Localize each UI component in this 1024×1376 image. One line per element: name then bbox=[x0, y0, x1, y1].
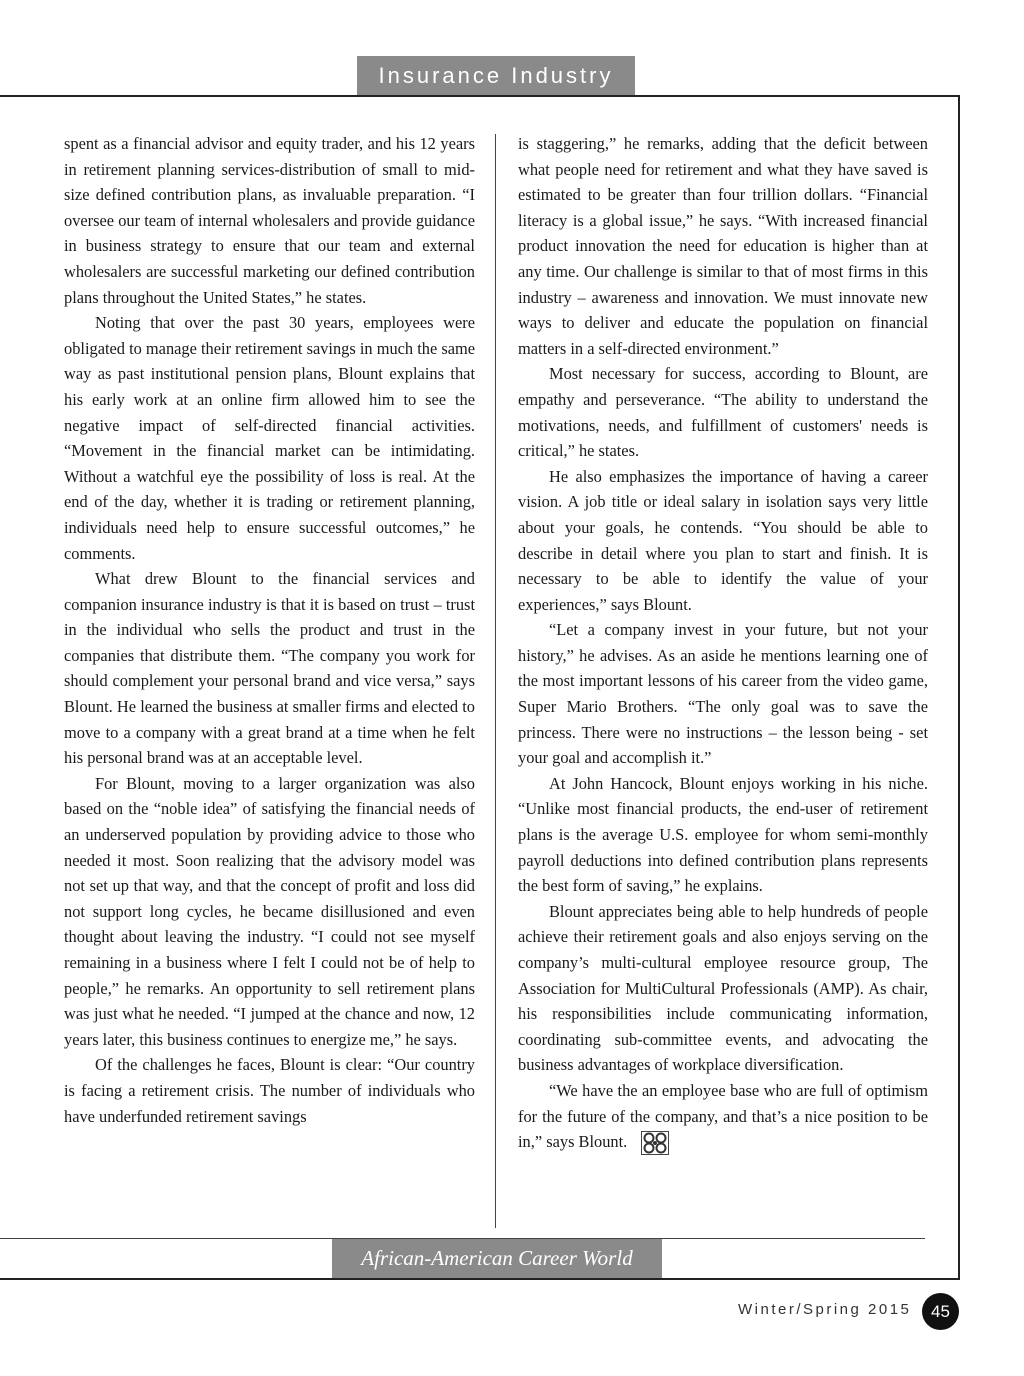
paragraph: “Let a company invest in your future, but not your history,” he advises. As an aside he mentions learning one of the most important lessons of his career from the video game, Super Mario Brothers. “The only goal was to save the princess. There were no instructions – the lesson being - set your goal and accomplish it.” bbox=[518, 620, 928, 768]
paragraph: Blount appreciates being able to help hundreds of people achieve their retirement goals and also enjoys serving on the company’s multi-cultural employee resource group, The Association for MultiCultural Professionals (AMP). As chair, his responsibilities include communicating information, coordinating sub-committee events, and advocating the business advantages of workplace diversification. bbox=[518, 901, 928, 1075]
paragraph: Most necessary for success, according to Blount, are empathy and perseverance. “The ability to understand the motivations, needs, and fulfillment of customers' needs is critical,” he states. bbox=[518, 364, 928, 461]
paragraph: Noting that over the past 30 years, employees were obligated to manage their retirement savings in much the same way as past institutional pension plans, Blount explains that his early work at an online firm allowed him to see the negative impact of self-directed financial activities. “Movement in the financial market can be intimidating. Without a watchful eye the possibility of loss is real. At the end of the day, whether it is trading or retirement planning, individuals need help to ensure successful outcomes,” he comments. bbox=[64, 313, 476, 563]
paragraph: spent as a financial advisor and equity trader, and his 12 years in retirement planning services-distribution of small to mid-size defined contribution plans, as invaluable preparation. “I oversee our team of internal wholesalers and provide guidance in business strategy to ensure that our team and external wholesalers are successful marketing our defined contribution plans throughout the United States,” he states. bbox=[64, 134, 475, 307]
publication-title: African-American Career World bbox=[332, 1239, 662, 1278]
paragraph: is staggering,” he remarks, adding that the deficit between what people need for retirement and what they have saved is estimated to be greater than four trillion dollars. “Financial literacy is a global issue,” he says. “With increased financial product innovation the need for education is higher than at any time. Our challenge is similar to that of most firms in this industry – awareness and innovation. We must innovate new ways to deliver and educate the population on financial matters in a self-directed environment.” bbox=[518, 134, 928, 358]
paragraph: Of the challenges he faces, Blount is clear: “Our country is facing a retirement crisis. The number of individuals who have underfunded retirement savings bbox=[64, 1055, 475, 1126]
end-of-article-ornament-icon bbox=[641, 1131, 669, 1155]
paragraph: At John Hancock, Blount enjoys working in his niche. “Unlike most financial products, the end-user of retirement plans is the average U.S. employee for whom semi-monthly payroll deductions into defined contribution plans represents the best form of saving,” he explains. bbox=[518, 773, 928, 896]
frame-bottom-rule bbox=[0, 1278, 960, 1280]
frame-right-rule bbox=[958, 95, 960, 1280]
paragraph-text: “We have the an employee base who are full of optimism for the future of the company, and that’s a nice position to be in,” says Blount. bbox=[518, 1080, 928, 1152]
column-divider bbox=[495, 134, 496, 1228]
article-left-column bbox=[64, 131, 475, 1129]
paragraph: What drew Blount to the financial services and companion insurance industry is that it is based on trust – trust in the individual who sells the product and trust in the companies that distribute them. “The company you work for should complement your personal brand and vice versa,” says Blount. He learned the business at smaller firms and elected to move to a company with a great brand at a time when he felt his personal brand was at an acceptable level. bbox=[64, 569, 475, 768]
page-number: 45 bbox=[922, 1293, 959, 1330]
last-paragraph bbox=[518, 1078, 928, 1155]
section-title: Insurance Industry bbox=[357, 56, 635, 96]
paragraph: He also emphasizes the importance of having a career vision. A job title or ideal salary in isolation says very little about your goals, he contends. “You should be able to describe in detail where you plan to start and finish. It is necessary to be able to identify the value of your experiences,” says Blount. bbox=[518, 466, 928, 614]
paragraph: For Blount, moving to a larger organization was also based on the “noble idea” of satisfying the financial needs of an underserved population by providing advice to those who needed it most. Soon realizing that the advisory model was not set up that way, and that the concept of profit and loss did not support long cycles, he became disillusioned and even thought about leaving the industry. “I could not see myself remaining in a business where I felt I could not be of help to people,” he remarks. An opportunity to sell retirement plans was just what he needed. “I jumped at the chance and now, 12 years later, this business continues to energize me,” he says. bbox=[64, 773, 475, 1049]
frame-top-rule bbox=[0, 95, 960, 97]
article-right-column bbox=[518, 131, 928, 1155]
issue-date: Winter/Spring 2015 bbox=[738, 1301, 912, 1318]
